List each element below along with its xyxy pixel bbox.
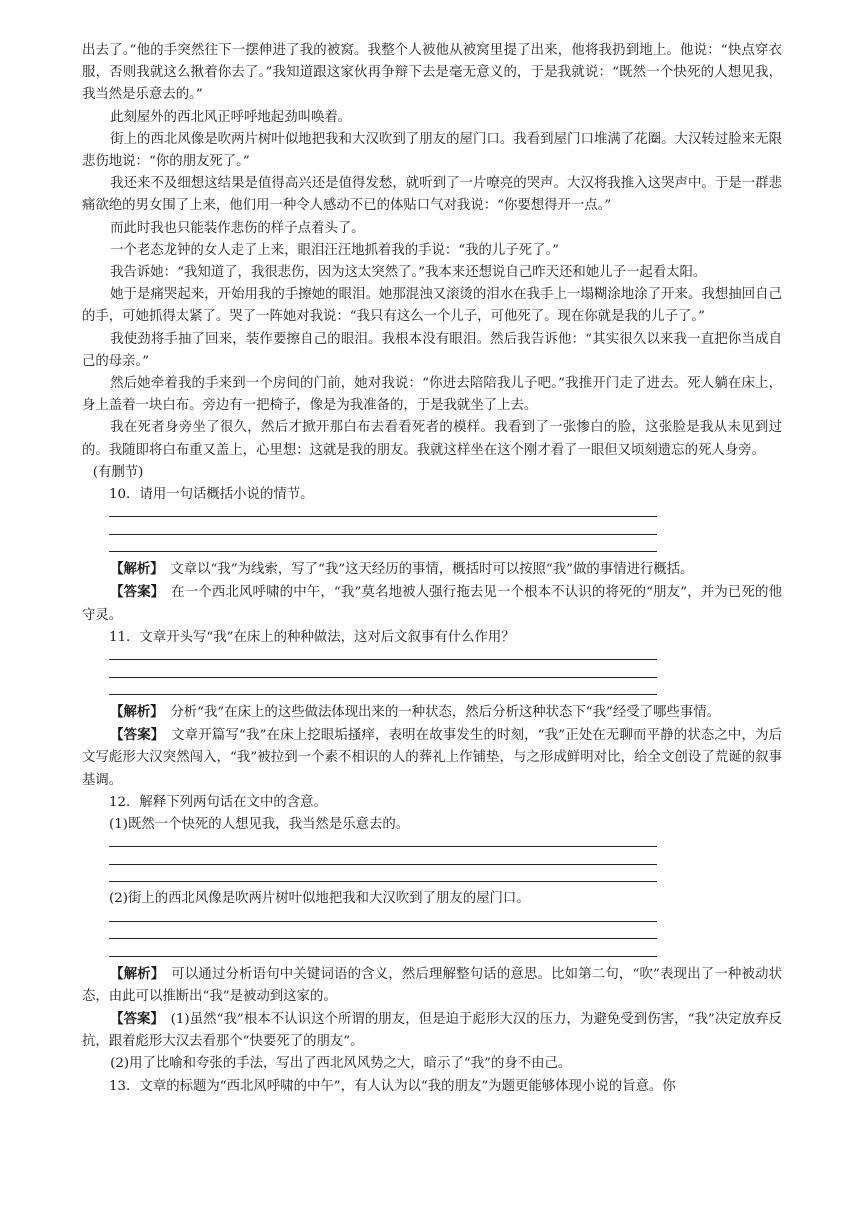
- analysis-text: 可以通过分析语句中关键词语的含义，然后理解整句话的意思。比如第二句，“吹”表现出了一种被动状态，由此可以推断出“我”是被动到这家的。: [82, 966, 782, 1004]
- answer-line[interactable]: [109, 846, 657, 847]
- answer-line[interactable]: [109, 881, 657, 882]
- answer-line[interactable]: [109, 694, 657, 695]
- answer-paragraph: (2)用了比喻和夸张的手法，写出了西北风风势之大，暗示了“我”的身不由己。: [110, 1056, 572, 1072]
- question-text: 13．文章的标题为“西北风呼啸的中午”，有人认为以“我的朋友”为题更能够体现小说的旨意。你: [109, 1078, 676, 1094]
- story-text: [82, 40, 782, 484]
- answer-label: 【答案】: [110, 1010, 158, 1027]
- question-11: [82, 627, 782, 792]
- answer-text: 文章开篇写“我”在床上挖眼垢搔痒，表明在故事发生的时刻，“我”正处在无聊而平静的状态之中，为后文写彪形大汉突然闯入，“我”被拉到一个素不相识的人的葬礼上作铺垫，与之形成鲜明对比，给全文创设了荒诞的叙事基调。: [82, 728, 782, 788]
- sub-question: (2)街上的西北风像是吹两片树叶似地把我和大汉吹到了朋友的屋门口。: [109, 891, 530, 907]
- story-paragraph: 我还来不及细想这结果是值得高兴还是值得发愁，就听到了一片嘹亮的哭声。大汉将我推入这哭声中。于是一群悲痛欲绝的男女围了上来，他们用一种令人感动不已的体贴口气对我说：“你要想得开一点。”: [82, 176, 782, 214]
- story-paragraph: 街上的西北风像是吹两片树叶似地把我和大汉吹到了朋友的屋门口。我看到屋门口堆满了花圈。大汉转过脸来无限悲伤地说：“你的朋友死了。”: [82, 131, 782, 170]
- analysis-label: 【解析】: [110, 704, 157, 721]
- analysis-text: 分析“我”在床上的这些做法体现出来的一种状态，然后分析这种状态下“我”经受了哪些事情。: [170, 705, 721, 721]
- story-paragraph: 一个老态龙钟的女人走了上来，眼泪汪汪地抓着我的手说：“我的儿子死了。”: [110, 242, 560, 258]
- analysis-text: 文章以“我”为线索，写了“我”这天经历的事情，概括时可以按照“我”做的事情进行概括。: [170, 562, 694, 578]
- answer-line[interactable]: [109, 677, 657, 678]
- answer-line[interactable]: [109, 864, 657, 865]
- answer-line[interactable]: [109, 921, 657, 922]
- answer-label: 【答案】: [110, 727, 158, 744]
- question-text: 12．解释下列两句话在文中的含意。: [109, 794, 327, 810]
- question-text: 10．请用一句话概括小说的情节。: [109, 487, 314, 503]
- sub-question: (1)既然一个快死的人想见我，我当然是乐意去的。: [109, 817, 410, 833]
- question-text: 11．文章开头写“我”在床上的种种做法，这对后文叙事有什么作用？: [109, 629, 515, 645]
- answer-lines[interactable]: [82, 846, 782, 882]
- question-13: [82, 1076, 782, 1098]
- answer-paragraph: [82, 581, 782, 626]
- source-note: (有删节): [92, 464, 144, 480]
- story-paragraph: 我在死者身旁坐了很久，然后才掀开那白布去看看死者的模样。我看到了一张惨白的脸，这张脸是我从未见到过的。我随即将白布重又盖上，心里想：这就是我的朋友。我就这样坐在这个刚才看了一眼但又顷刻遗忘的死人身旁。: [82, 420, 782, 458]
- question-10: [82, 484, 782, 627]
- answer-label: 【答案】: [110, 584, 158, 601]
- answer-line[interactable]: [109, 534, 657, 535]
- analysis-paragraph: [82, 701, 782, 724]
- story-paragraph: 我告诉她：“我知道了，我很悲伤，因为这太突然了。”我本来还想说自己昨天还和她儿子一起看太阳。: [110, 265, 707, 281]
- document-page: [82, 40, 782, 1098]
- analysis-paragraph: [82, 558, 782, 581]
- answer-text: 在一个西北风呼啸的中午，“我”莫名地被人强行拖去见一个根本不认识的将死的“朋友”，并为已死的他守灵。: [82, 585, 782, 623]
- answer-paragraph: [82, 1008, 782, 1053]
- answer-paragraph: [82, 724, 782, 792]
- question-12: [82, 792, 782, 1076]
- story-paragraph: 她于是痛哭起来，开始用我的手擦她的眼泪。她那混浊又滚烫的泪水在我手上一塌糊涂地涂了开来。我想抽回自己的手，可她抓得太紧了。哭了一阵她对我说：“我只有这么一个儿子，可他死了。现在你就是我的儿子了。”: [82, 287, 782, 325]
- answer-lines[interactable]: [82, 516, 782, 552]
- story-paragraph: 出去了。”他的手突然往下一摆伸进了我的被窝。我整个人被他从被窝里提了出来，他将我扔到地上。他说：“快点穿衣服，否则我就这么揪着你去了。”我知道跟这家伙再争辩下去是毫无意义的，于是我就说：“既然一个快死的人想见我，我当然是乐意去的。”: [82, 43, 782, 103]
- answer-lines[interactable]: [82, 659, 782, 695]
- answer-text: (1)虽然“我”根本不认识这个所谓的朋友，但是迫于彪形大汉的压力，为避免受到伤害，“我”决定放弃反抗，跟着彪形大汉去看那个“快要死了的朋友”。: [82, 1011, 782, 1050]
- story-paragraph: 此刻屋外的西北风正呼呼地起劲叫唤着。: [110, 109, 352, 125]
- answer-line[interactable]: [109, 516, 657, 517]
- answer-line[interactable]: [109, 659, 657, 660]
- story-paragraph: 而此时我也只能装作悲伤的样子点着头了。: [110, 220, 365, 236]
- answer-line[interactable]: [109, 938, 657, 939]
- answer-line[interactable]: [109, 551, 657, 552]
- analysis-paragraph: [82, 963, 782, 1008]
- answer-line[interactable]: [109, 956, 657, 957]
- analysis-label: 【解析】: [110, 561, 157, 578]
- answer-lines[interactable]: [82, 921, 782, 957]
- story-paragraph: 然后她牵着我的手来到一个房间的门前，她对我说：“你进去陪陪我儿子吧。”我推开门走了进去。死人躺在床上，身上盖着一块白布。旁边有一把椅子，像是为我准备的，于是我就坐了上去。: [82, 376, 782, 414]
- analysis-label: 【解析】: [110, 965, 158, 982]
- story-paragraph: 我使劲将手抽了回来，装作要擦自己的眼泪。我根本没有眼泪。然后我告诉他：“其实很久以来我一直把你当成自己的母亲。”: [82, 331, 782, 369]
